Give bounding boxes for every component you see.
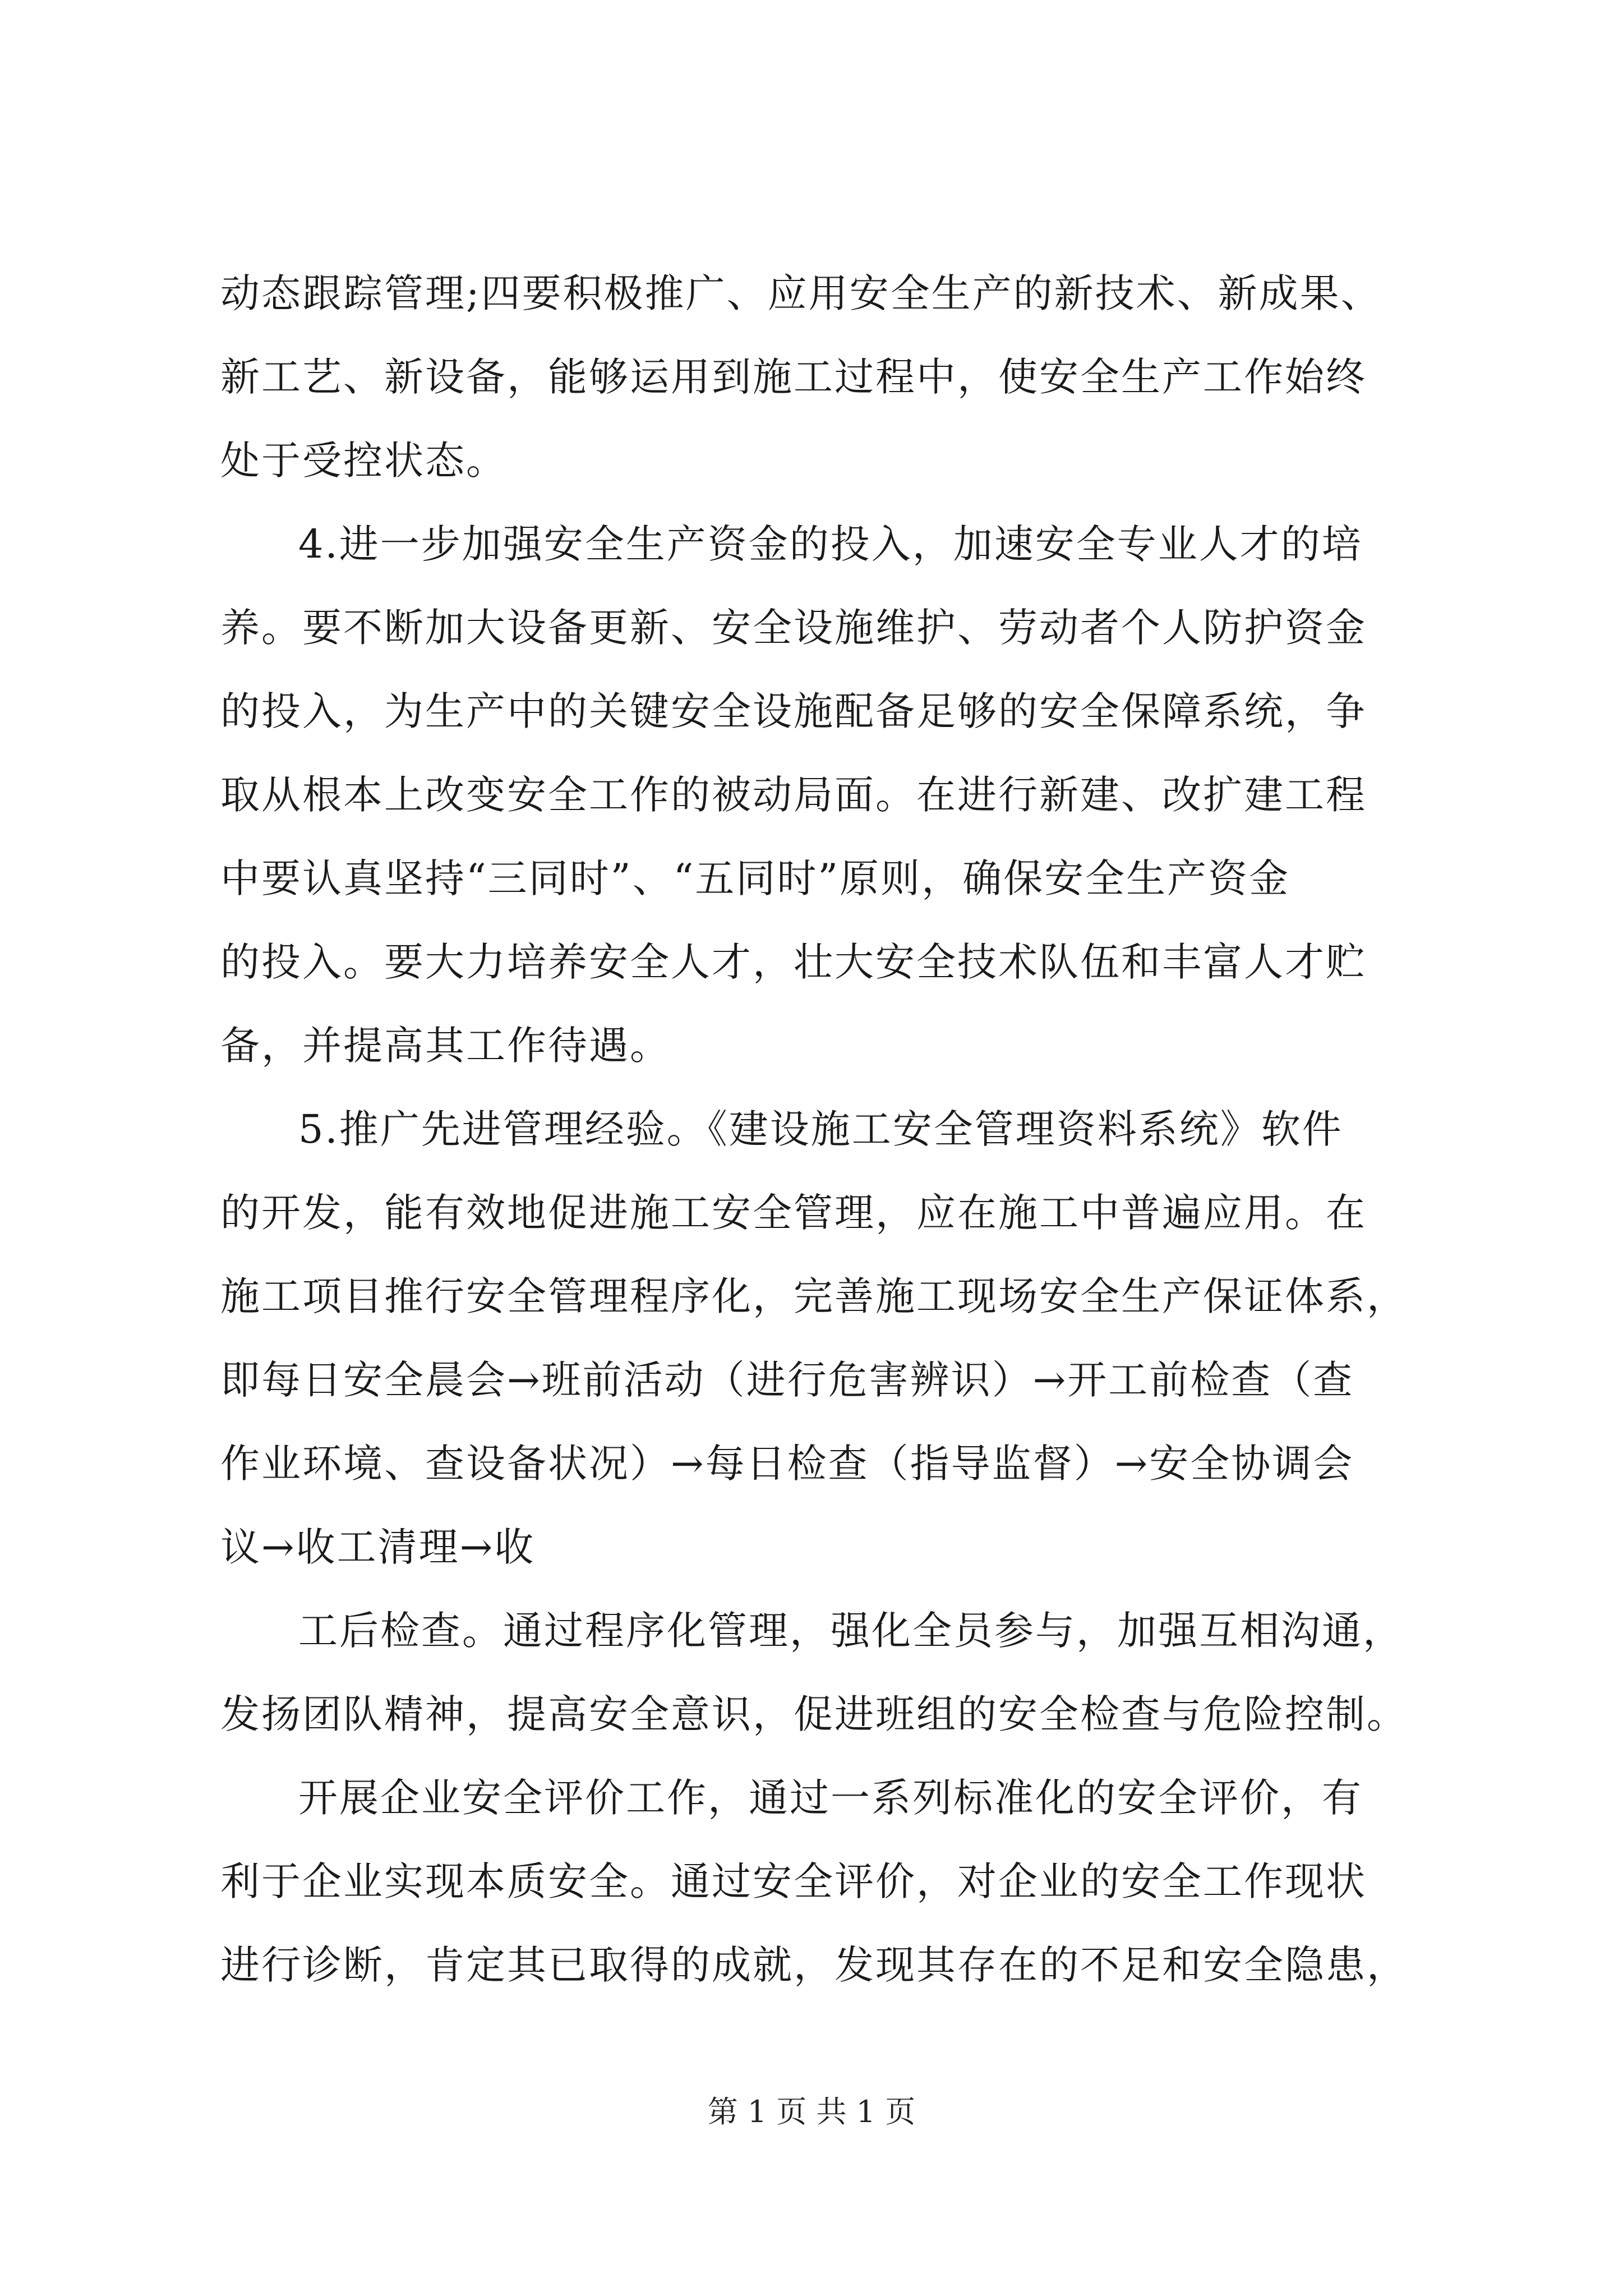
text-line: 的投入，为生产中的关键安全设施配备足够的安全保障系统，争	[220, 688, 1367, 734]
page-number-footer: 第 1 页 共 1 页	[707, 2094, 916, 2129]
text-line: 即每日安全晨会→班前活动（进行危害辨识）→开工前检查（查	[220, 1357, 1354, 1403]
text-line: 新工艺、新设备，能够运用到施工过程中，使安全生产工作始终	[220, 354, 1367, 400]
text-line: 的投入。要大力培养安全人才，壮大安全技术队伍和丰富人才贮	[220, 939, 1367, 985]
paragraph-4-first-line: 4.进一步加强安全生产资金的投入，加速安全专业人才的培	[298, 521, 1363, 567]
text-line: 进行诊断，肯定其已取得的成就，发现其存在的不足和安全隐患，	[220, 1942, 1408, 1988]
text-line: 施工项目推行安全管理程序化，完善施工现场安全生产保证体系，	[220, 1273, 1408, 1319]
text-line: 发扬团队精神，提高安全意识，促进班组的安全检查与危险控制。	[220, 1691, 1408, 1737]
text-line: 备，并提高其工作待遇。	[220, 1023, 671, 1069]
text-line: 议→收工清理→收	[220, 1524, 536, 1570]
text-line: 中要认真坚持“三同时”、“五同时”原则，确保安全生产资金	[220, 855, 1290, 901]
text-line: 作业环境、查设备状况）→每日检查（指导监督）→安全协调会	[220, 1441, 1354, 1487]
text-line: 的开发，能有效地促进施工安全管理，应在施工中普遍应用。在	[220, 1190, 1367, 1236]
paragraph-5-first-line: 5.推广先进管理经验。《建设施工安全管理资料系统》软件	[298, 1106, 1343, 1152]
text-line: 取从根本上改变安全工作的被动局面。在进行新建、改扩建工程	[220, 772, 1367, 818]
text-line: 利于企业实现本质安全。通过安全评价，对企业的安全工作现状	[220, 1858, 1367, 1904]
paragraph-first-line: 工后检查。通过程序化管理，强化全员参与，加强互相沟通，	[298, 1608, 1404, 1654]
text-line: 动态跟踪管理;四要积极推广、应用安全生产的新技术、新成果、	[220, 270, 1382, 316]
text-line: 养。要不断加大设备更新、安全设施维护、劳动者个人防护资金	[220, 605, 1367, 651]
paragraph-first-line: 开展企业安全评价工作，通过一系列标准化的安全评价，有	[298, 1775, 1363, 1821]
text-line: 处于受控状态。	[220, 438, 507, 484]
